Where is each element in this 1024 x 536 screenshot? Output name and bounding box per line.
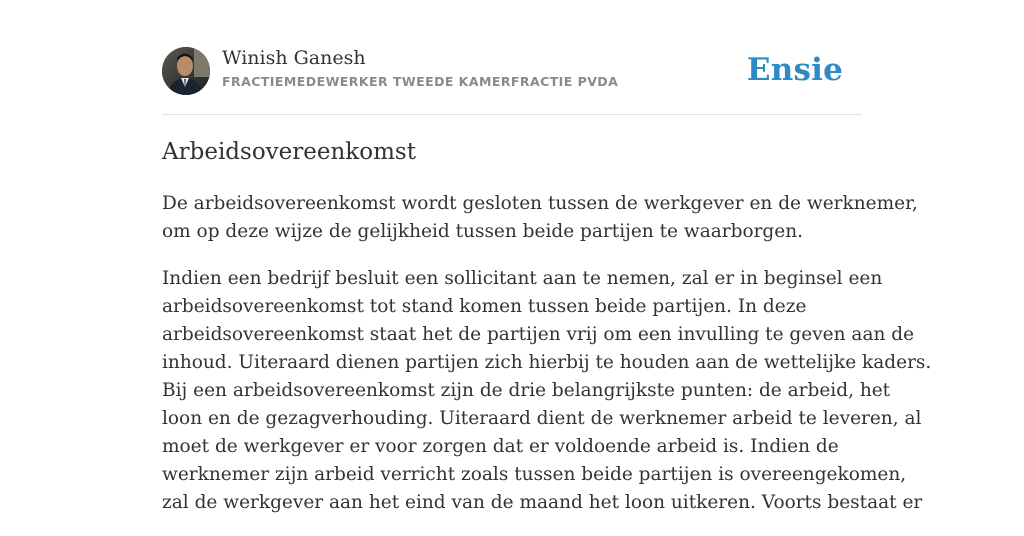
paragraph-line: om op deze wijze de gelijkheid tussen beide partijen te waarborgen. — [162, 221, 804, 242]
paragraph-line: loon en de gezagverhouding. Uiteraard dient de werknemer arbeid te leveren, al — [162, 408, 922, 429]
paragraph-line: De arbeidsovereenkomst wordt gesloten tussen de werkgever en de werknemer, — [162, 193, 918, 214]
paragraph-line: Bij een arbeidsovereenkomst zijn de drie belangrijkste punten: de arbeid, het — [162, 380, 891, 401]
paragraph-line: werknemer zijn arbeid verricht zoals tussen beide partijen is overeengekomen, — [162, 464, 907, 485]
paragraph-line: arbeidsovereenkomst tot stand komen tussen beide partijen. In deze — [162, 296, 807, 317]
article-title: Arbeidsovereenkomst — [162, 139, 416, 165]
paragraph-line: Indien een bedrijf besluit een sollicitant aan te nemen, zal er in beginsel een — [162, 268, 883, 289]
author-role: FRACTIEMEDEWERKER TWEEDE KAMERFRACTIE PVDA — [222, 74, 619, 89]
paragraph-line: moet de werkgever er voor zorgen dat er voldoende arbeid is. Indien de — [162, 436, 839, 457]
paragraph-line: zal de werkgever aan het eind van de maand het loon uitkeren. Voorts bestaat er — [162, 492, 923, 513]
paragraph-line: arbeidsovereenkomst staat het de partijen vrij om een invulling te geven aan de — [162, 324, 915, 345]
article-body — [162, 190, 932, 536]
article-paragraph — [162, 190, 918, 246]
avatar-portrait-icon — [162, 47, 210, 95]
paragraph-line: inhoud. Uiteraard dienen partijen zich hierbij te houden aan de wettelijke kaders. — [162, 352, 932, 373]
author-header — [162, 46, 862, 115]
ensie-logo-link[interactable]: Ensie — [746, 52, 843, 88]
author-name[interactable]: Winish Ganesh — [222, 47, 366, 69]
article-paragraph — [162, 265, 932, 517]
author-avatar[interactable] — [162, 47, 210, 95]
